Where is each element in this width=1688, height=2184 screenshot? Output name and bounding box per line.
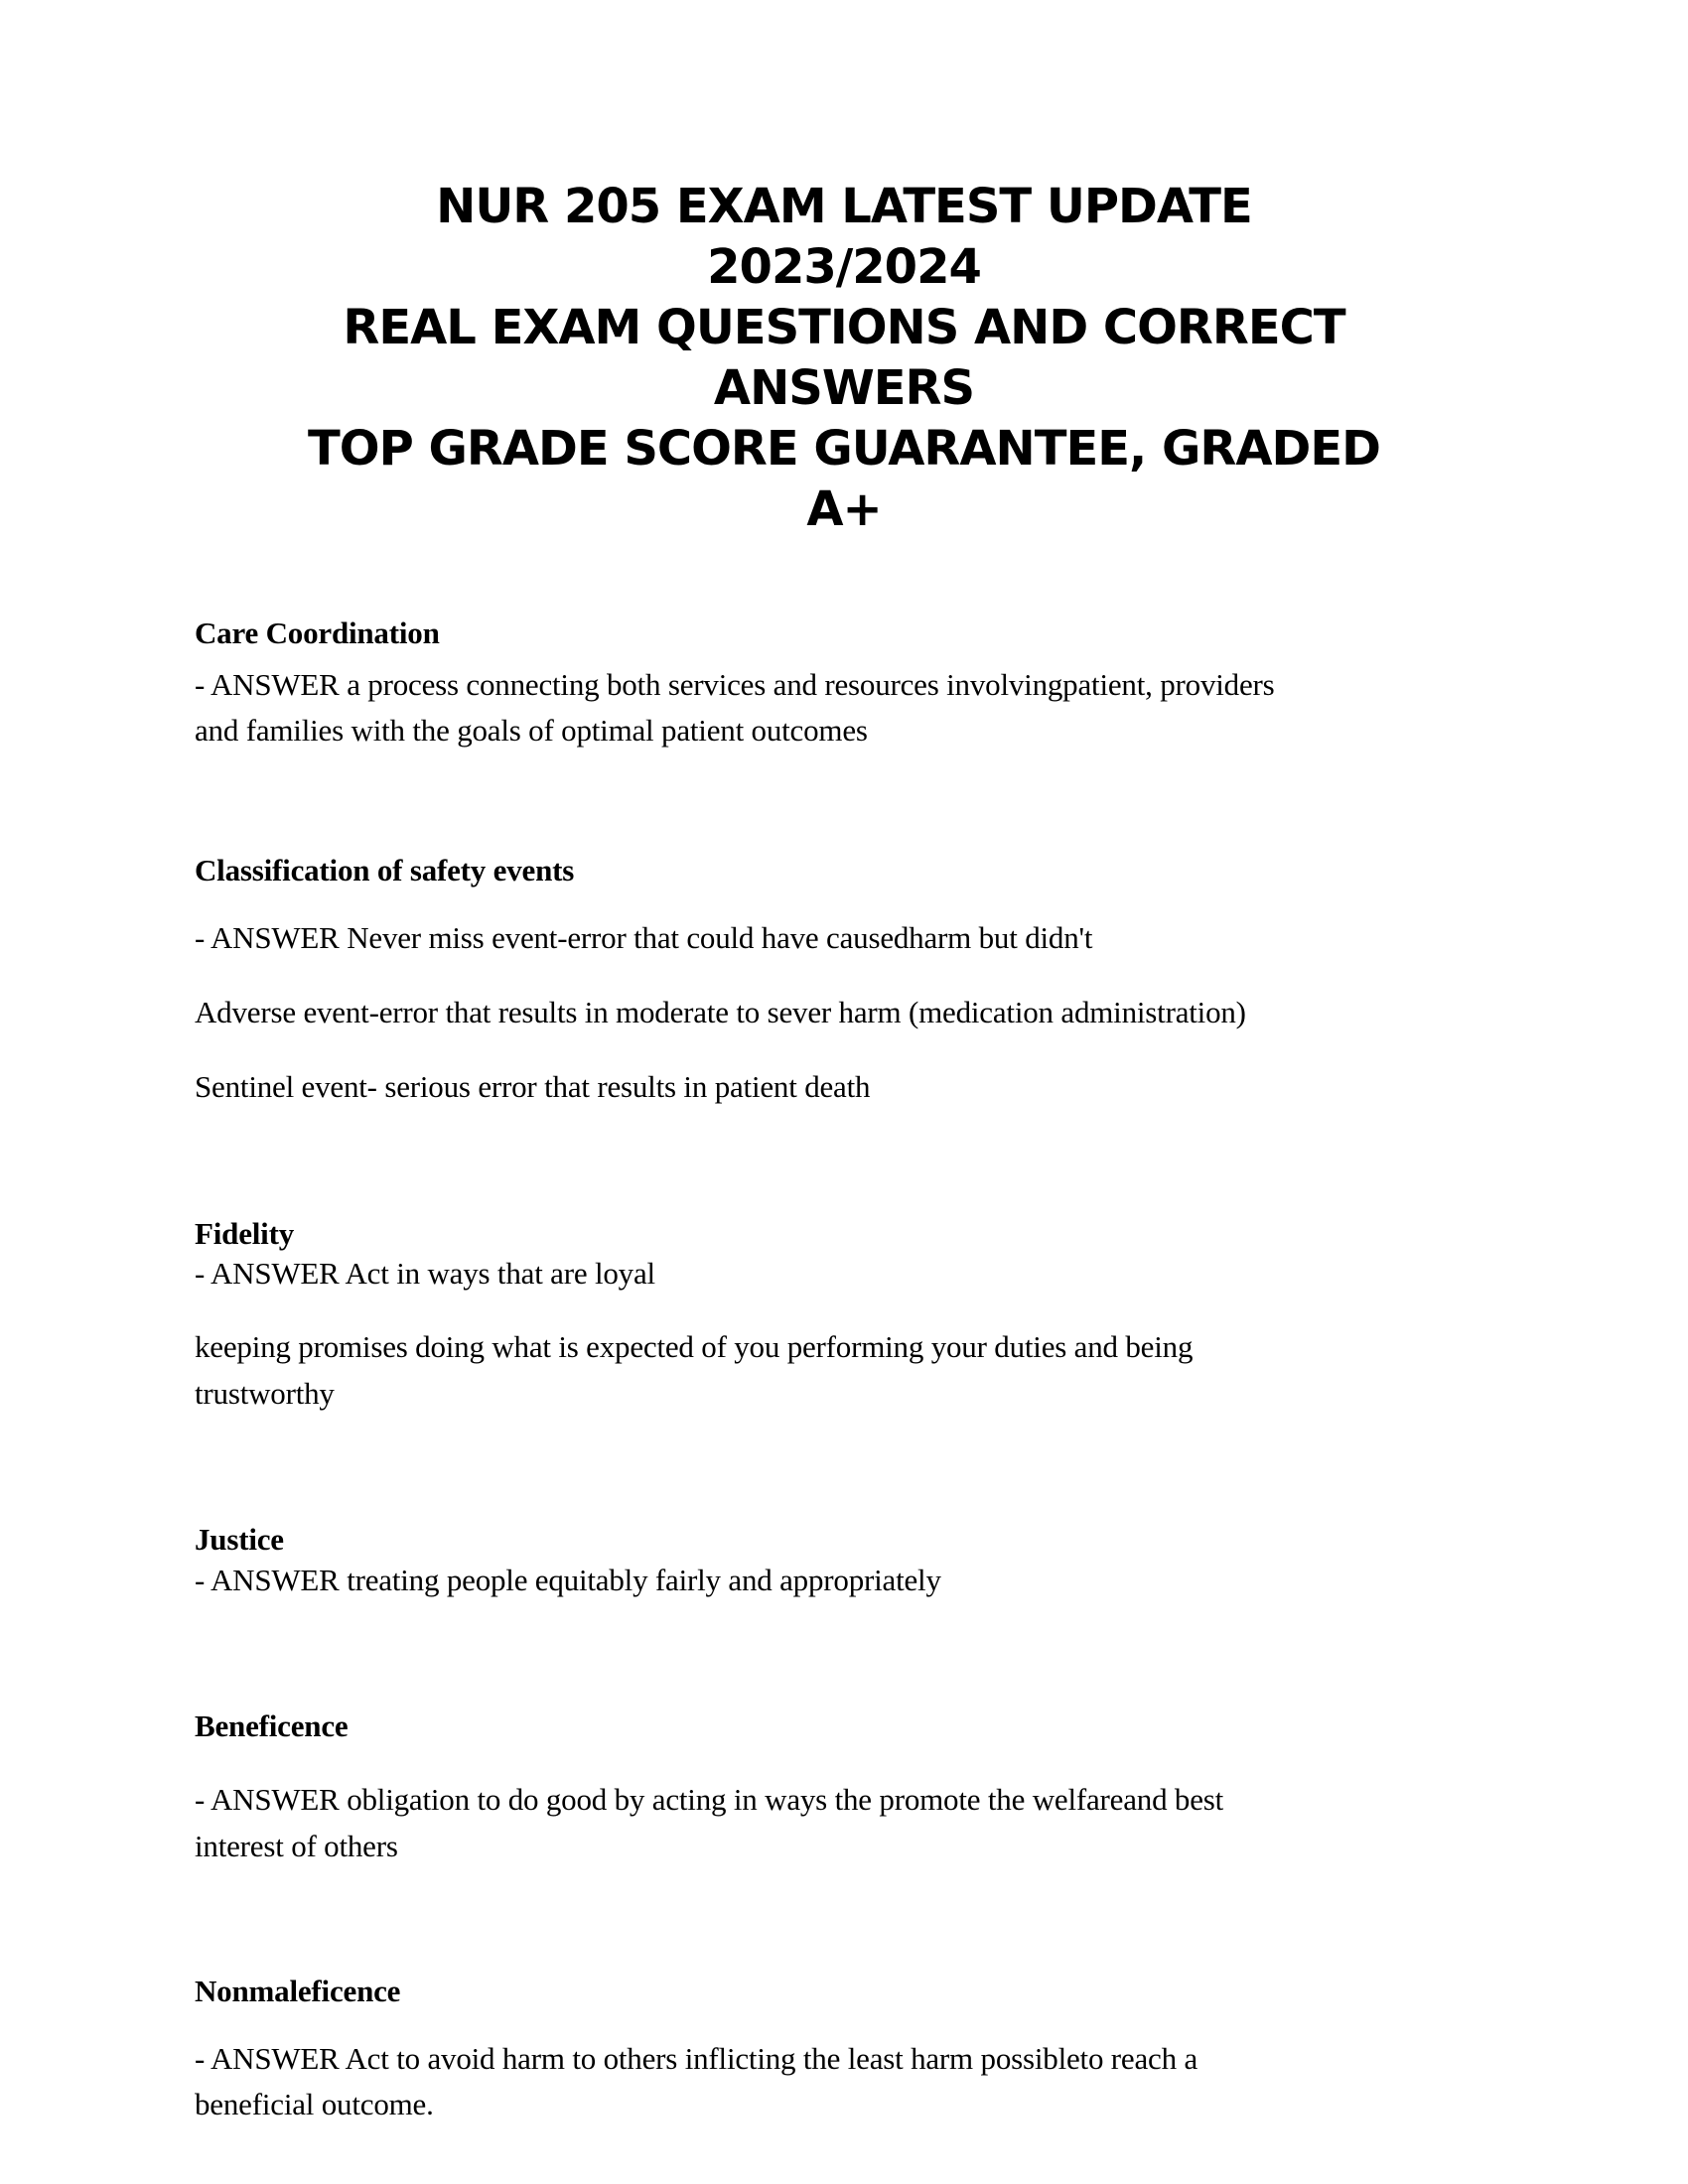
answer-line: keeping promises doing what is expected of you performing your duties and being (195, 1329, 1194, 1364)
answer-line: trustworthy (195, 1376, 335, 1411)
term-heading: Beneficence (195, 1708, 349, 1743)
answer-line: - ANSWER treating people equitably fairly and appropriately (195, 1563, 941, 1597)
title-line: TOP GRADE SCORE GUARANTEE, GRADED (308, 421, 1380, 477)
answer-line: Sentinel event- serious error that results in patient death (195, 1069, 871, 1104)
answer-line: interest of others (195, 1829, 398, 1863)
answer-line: - ANSWER Never miss event-error that could have causedharm but didn't (195, 920, 1093, 955)
term-heading: Care Coordination (195, 615, 440, 650)
term-heading: Classification of safety events (195, 853, 575, 887)
title-line: REAL EXAM QUESTIONS AND CORRECT (343, 300, 1345, 355)
term-heading: Fidelity (195, 1216, 294, 1251)
answer-line: and families with the goals of optimal patient outcomes (195, 713, 868, 748)
answer-line: - ANSWER Act to avoid harm to others inflicting the least harm possibleto reach a (195, 2041, 1198, 2076)
term-heading: Nonmaleficence (195, 1974, 401, 2008)
answer-line: - ANSWER obligation to do good by acting in ways the promote the welfareand best (195, 1782, 1224, 1817)
title-line: 2023/2024 (707, 239, 981, 295)
answer-line: - ANSWER Act in ways that are loyal (195, 1256, 655, 1291)
document-title (0, 177, 1688, 540)
answer-line: - ANSWER a process connecting both services and resources involvingpatient, providers (195, 667, 1275, 702)
answer-line: beneficial outcome. (195, 2087, 434, 2121)
answer-line: Adverse event-error that results in moderate to sever harm (medication administration) (195, 995, 1246, 1029)
term-heading: Justice (195, 1522, 284, 1557)
title-line: ANSWERS (713, 360, 975, 416)
title-line: A+ (806, 481, 882, 537)
title-line: NUR 205 EXAM LATEST UPDATE (436, 179, 1252, 234)
